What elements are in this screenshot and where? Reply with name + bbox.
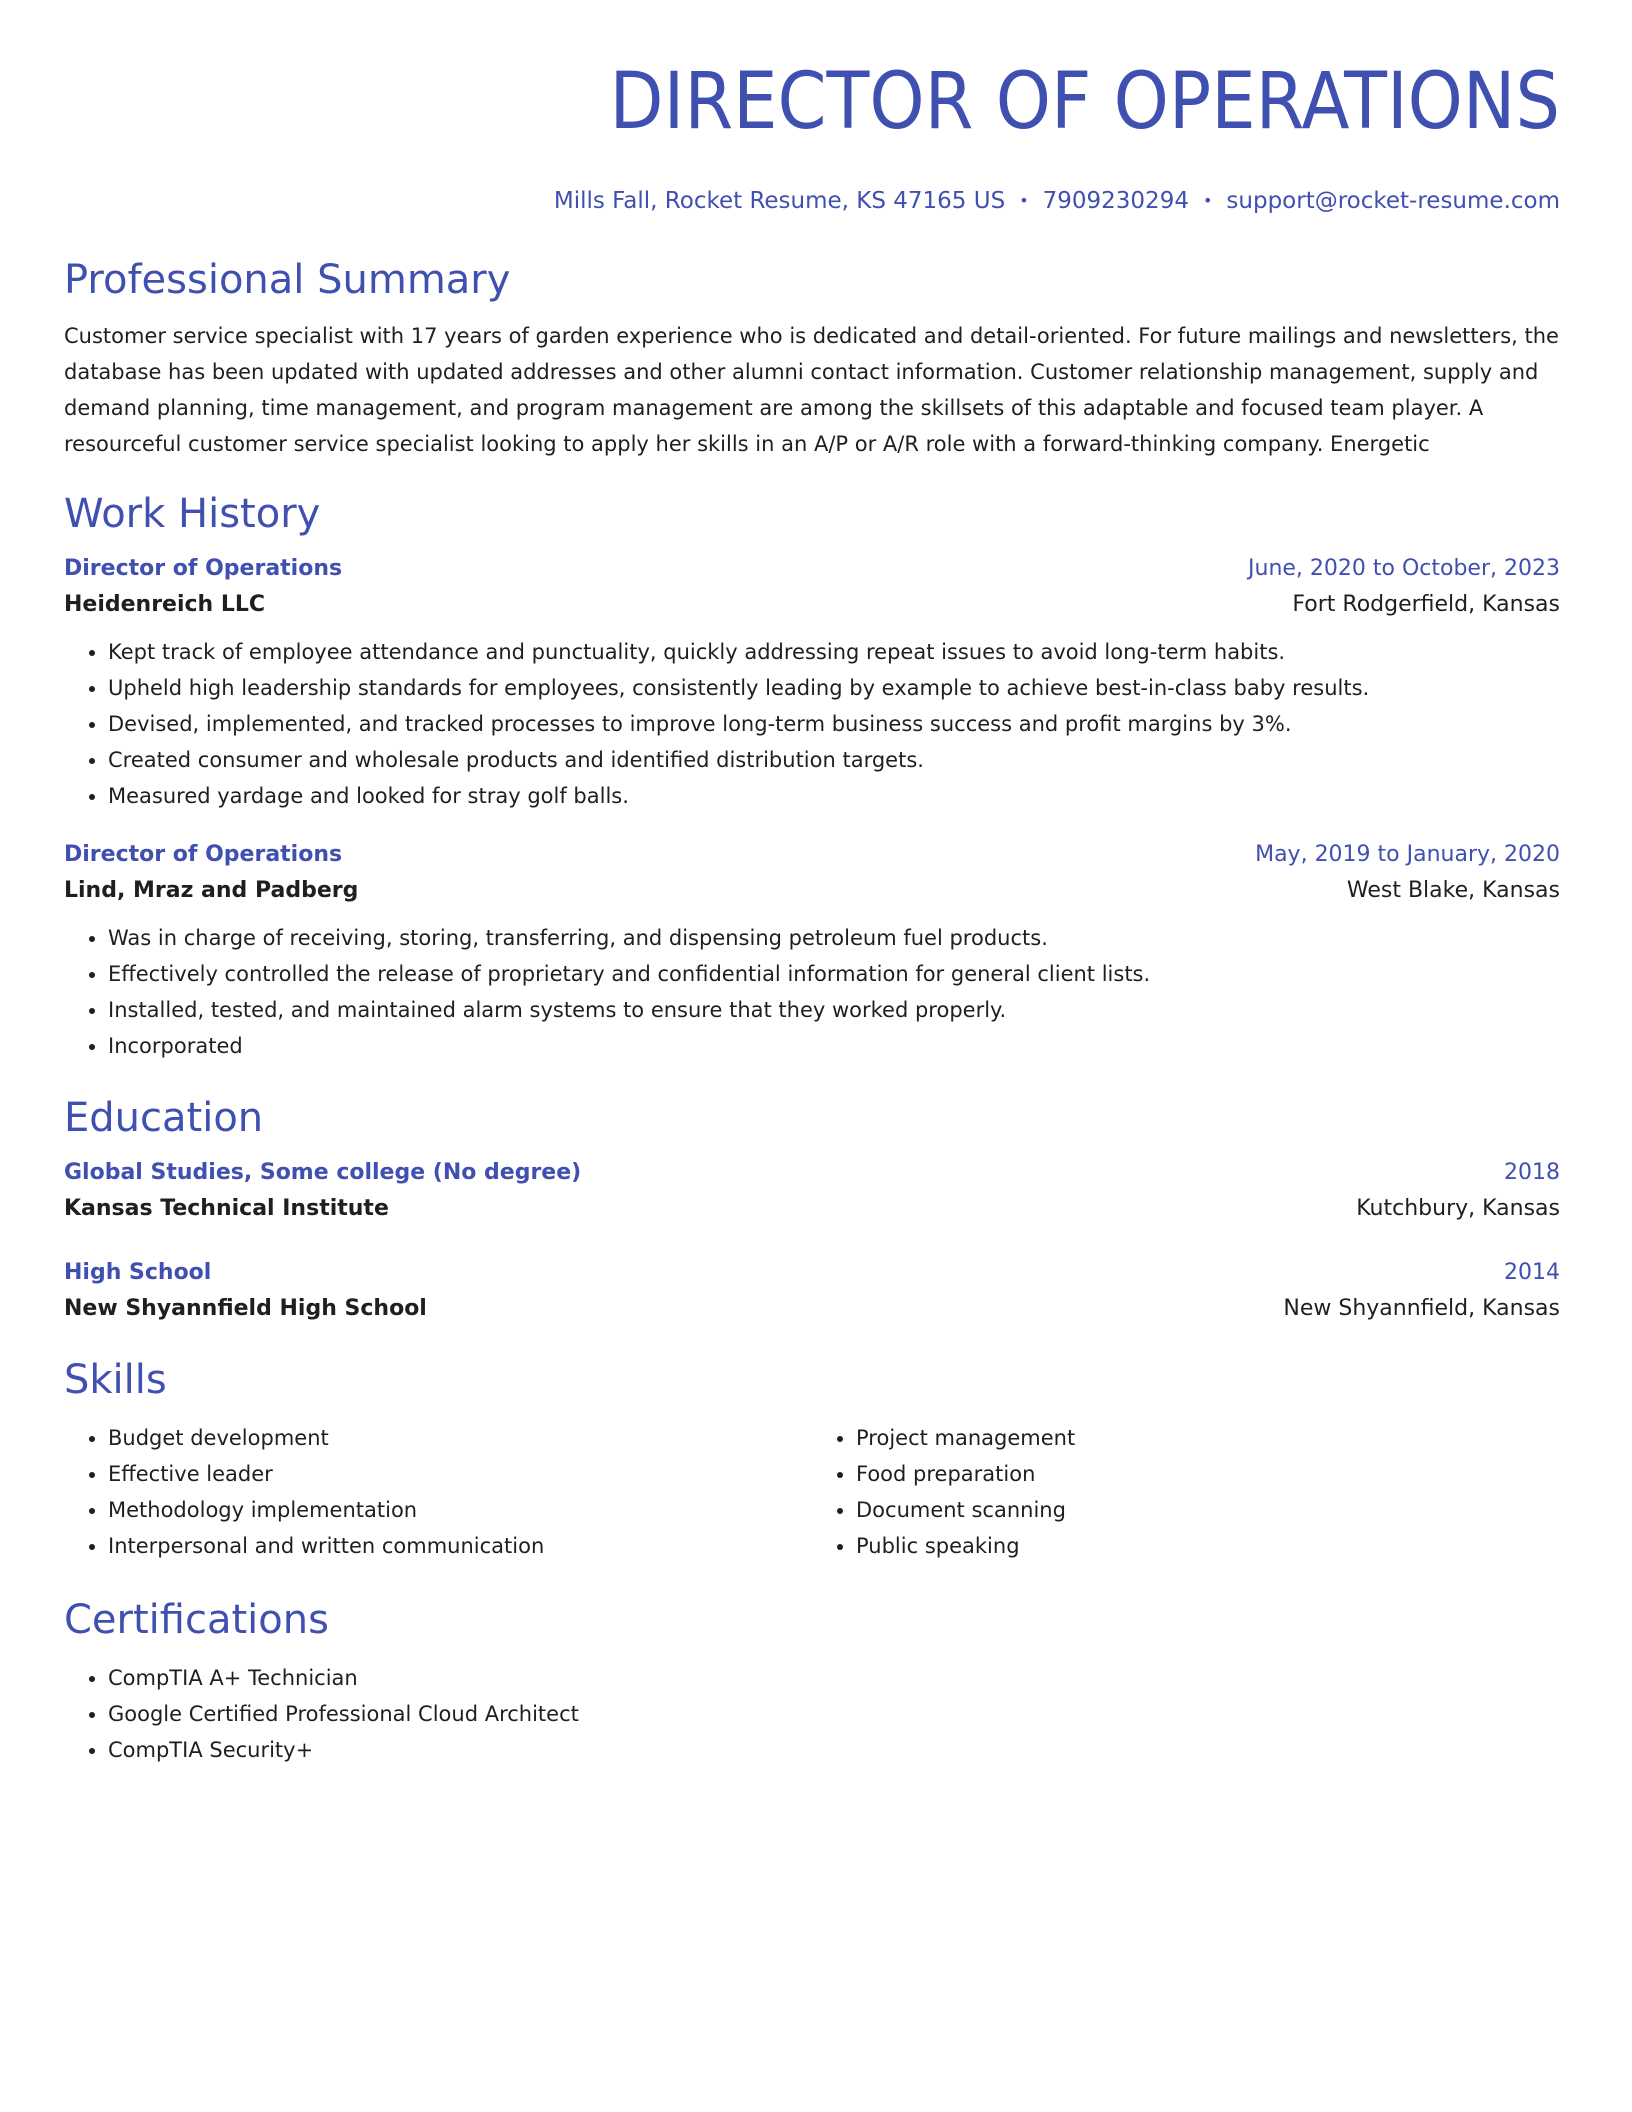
skill-item: • Food preparation: [856, 1456, 1560, 1492]
job-company-row: [64, 876, 1560, 906]
skill-item: • Public speaking: [856, 1528, 1560, 1564]
job-bullets: [64, 634, 1560, 814]
certification-item: • CompTIA Security+: [108, 1732, 1560, 1768]
education-year: 2018: [1504, 1160, 1560, 1185]
skill-item: • Methodology implementation: [108, 1492, 812, 1528]
contact-phone: 7909230294: [1042, 188, 1189, 214]
education-location: Kutchbury, Kansas: [1356, 1196, 1560, 1221]
job-bullet: • Created consumer and wholesale products and identified distribution targets.: [108, 742, 1560, 778]
education-entry: [64, 1158, 1560, 1224]
skill-item: • Project management: [856, 1420, 1560, 1456]
skill-item: • Budget development: [108, 1420, 812, 1456]
summary-heading: Professional Summary: [64, 257, 511, 303]
education-school: New Shyannfield High School: [64, 1296, 427, 1321]
contact-email[interactable]: support@rocket-resume.com: [1226, 188, 1560, 214]
job-dates: June, 2020 to October, 2023: [1248, 556, 1560, 581]
education-degree-row: [64, 1258, 1560, 1288]
education-degree-row: [64, 1158, 1560, 1188]
contact-address: Mills Fall, Rocket Resume, KS 47165 US: [553, 188, 1006, 214]
education-school-row: [64, 1194, 1560, 1224]
job-bullet: • Installed, tested, and maintained alarm systems to ensure that they worked properly.: [108, 992, 1560, 1028]
job-company: Heidenreich LLC: [64, 592, 266, 617]
job-bullet: • Measured yardage and looked for stray golf balls.: [108, 778, 1560, 814]
certifications-heading: Certifications: [64, 1597, 329, 1643]
job-role: Director of Operations: [64, 842, 343, 867]
job-title-row: [64, 840, 1560, 870]
education-heading: Education: [64, 1095, 264, 1141]
skills-heading: Skills: [64, 1357, 167, 1403]
job-role: Director of Operations: [64, 556, 343, 581]
skill-item: • Document scanning: [856, 1492, 1560, 1528]
job-title-row: [64, 554, 1560, 584]
job-bullet: • Effectively controlled the release of proprietary and confidential information for general client lists.: [108, 956, 1560, 992]
education-degree: High School: [64, 1260, 212, 1285]
education-entry: [64, 1258, 1560, 1324]
skill-item: • Interpersonal and written communication: [108, 1528, 812, 1564]
certifications-list: [64, 1660, 1560, 1768]
education-school-row: [64, 1294, 1560, 1324]
education-degree: Global Studies, Some college (No degree): [64, 1160, 582, 1185]
skill-item: • Effective leader: [108, 1456, 812, 1492]
job-entry: [64, 554, 1560, 814]
certification-item: • CompTIA A+ Technician: [108, 1660, 1560, 1696]
resume-title: DIRECTOR OF OPERATIONS: [609, 57, 1560, 147]
job-bullets: [64, 920, 1560, 1064]
work-history-heading: Work History: [64, 491, 321, 537]
job-entry: [64, 840, 1560, 1064]
job-bullet: • Devised, implemented, and tracked processes to improve long-term business success and profit margins by 3%.: [108, 706, 1560, 742]
job-company-row: [64, 590, 1560, 620]
job-location: West Blake, Kansas: [1346, 878, 1560, 903]
summary-text: Customer service specialist with 17 years of garden experience who is dedicated and detail-oriented. For future mailings and newsletters, the database has been updated with updated addresses and other alumni contact information. Customer relationship management, supply and demand planning, time management, and program management are among the skillsets of this adaptable and focused team player. A resourceful customer service specialist looking to apply her skills in an A/P or A/R role with a forward-thinking company. Energetic: [64, 324, 1559, 456]
job-location: Fort Rodgerfield, Kansas: [1292, 592, 1560, 617]
contact-line: [64, 186, 1560, 216]
education-location: New Shyannfield, Kansas: [1283, 1296, 1560, 1321]
education-school: Kansas Technical Institute: [64, 1196, 389, 1221]
job-bullet: • Incorporated: [108, 1028, 1560, 1064]
certification-item: • Google Certified Professional Cloud Architect: [108, 1696, 1560, 1732]
contact-separator: •: [1019, 191, 1029, 210]
job-bullet: • Kept track of employee attendance and punctuality, quickly addressing repeat issues to avoid long-term habits.: [108, 634, 1560, 670]
job-bullet: • Was in charge of receiving, storing, transferring, and dispensing petroleum fuel products.: [108, 920, 1560, 956]
contact-separator: •: [1202, 191, 1213, 210]
skills-list-right: [812, 1420, 1560, 1564]
education-year: 2014: [1504, 1260, 1560, 1285]
skills-grid: [64, 1406, 1560, 1564]
skills-list-left: [64, 1420, 812, 1564]
resume-page: [64, 0, 1560, 1768]
job-company: Lind, Mraz and Padberg: [64, 878, 359, 903]
job-bullet: • Upheld high leadership standards for employees, consistently leading by example to achieve best-in-class baby results.: [108, 670, 1560, 706]
job-dates: May, 2019 to January, 2020: [1255, 842, 1560, 867]
